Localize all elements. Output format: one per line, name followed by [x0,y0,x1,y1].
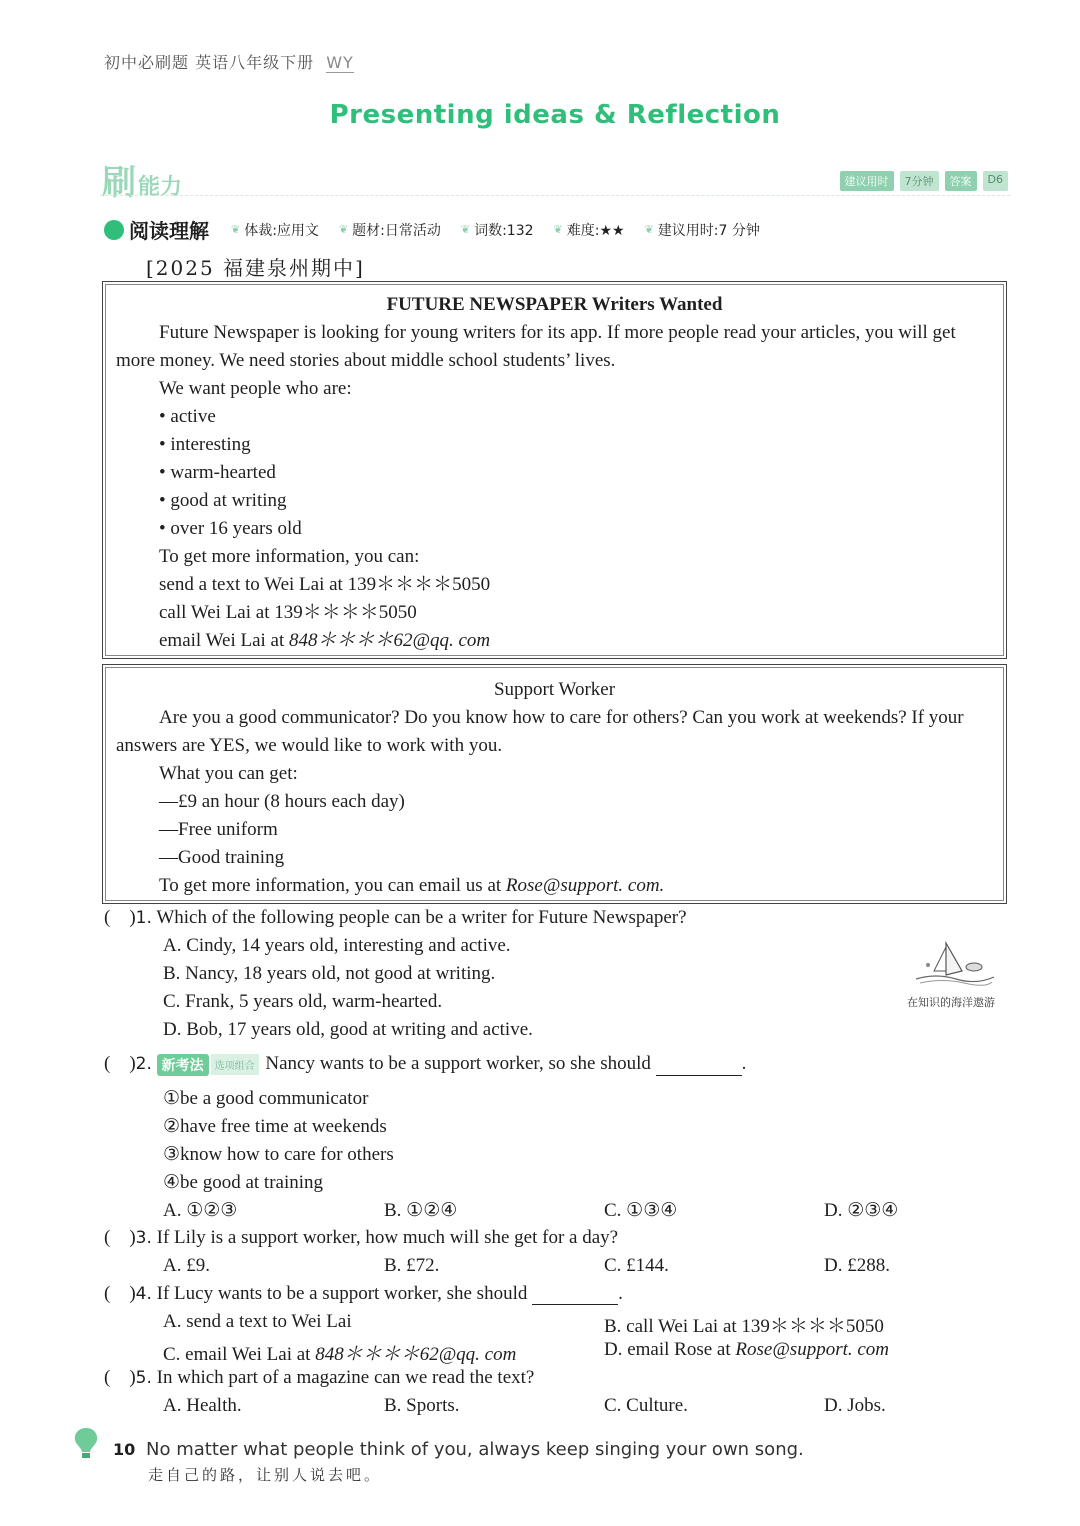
email-address: Rose@support. com. [505,875,665,896]
answer-paren[interactable]: ( ) [104,1227,136,1248]
question-4: ( )4. If Lucy wants to be a support worker, she should . [104,1283,623,1304]
meta-difficulty: ❦ 难度:★★ [553,222,625,239]
ad2-benefit-item: —Good training [159,847,285,868]
q4-option-c[interactable]: C. email Wei Lai at 848＊＊＊＊62@qq. com [163,1344,517,1365]
question-3 [104,1227,618,1249]
q4-option-b[interactable]: B. call Wei Lai at 139＊＊＊＊5050 [604,1316,884,1337]
source-label: [2025 福建泉州期中] [146,256,365,280]
answer-paren[interactable]: ( ) [104,1367,136,1388]
ad1-quality-item: • interesting [159,434,251,455]
ad1-quality-item: • over 16 years old [159,518,302,539]
ad2-benefit-item: —Free uniform [159,819,278,840]
question-text: If Lily is a support worker, how much will she get for a day? [156,1227,619,1248]
motto-chinese: 走自己的路，让别人说去吧。 [148,1466,383,1484]
question-number: 2. [135,1054,152,1074]
ocean-sticker [892,935,1010,1010]
question-number: 4. [135,1284,152,1304]
ad1-quality-item: • warm-hearted [159,462,276,483]
q1-option-a[interactable]: A. Cindy, 14 years old, interesting and active. [163,935,511,956]
ad2-info: To get more information, you can email us at Rose@support. com. [159,875,665,896]
question-text: In which part of a magazine can we read the text? [156,1367,535,1388]
q2-item-4: ④be good at training [163,1172,324,1193]
ad1-title: FUTURE NEWSPAPER Writers Wanted [386,294,723,315]
ad2-benefit-item: —£9 an hour (8 hours each day) [159,791,405,812]
ad1-quality-item: • good at writing [159,490,287,511]
new-exam-tag-sub: 选项组合 [211,1054,259,1075]
q5-option-d[interactable]: D. Jobs. [824,1395,886,1416]
answer-paren[interactable]: ( ) [104,1283,136,1304]
q5-option-c[interactable]: C. Culture. [604,1395,688,1416]
q1-option-b[interactable]: B. Nancy, 18 years old, not good at writing. [163,963,496,984]
motto-english: No matter what people think of you, always keep singing your own song. [146,1439,804,1460]
q3-option-d[interactable]: D. £288. [824,1255,890,1276]
leaf-icon: ❦ [231,223,241,236]
leaf-icon: ❦ [644,223,654,236]
q4-option-a[interactable]: A. send a text to Wei Lai [163,1311,352,1332]
q2-option-c[interactable]: C. ①③④ [604,1200,678,1221]
question-text: Which of the following people can be a writer for Future Newspaper? [156,907,687,928]
q5-option-a[interactable]: A. Health. [163,1395,242,1416]
q3-option-c[interactable]: C. £144. [604,1255,669,1276]
ad1-quality-item: • active [159,406,216,427]
q2-item-3: ③know how to care for others [163,1144,394,1165]
page-number: 10 [113,1440,136,1459]
leaf-icon: ❦ [553,223,563,236]
series-title: 初中必刷题 英语八年级下册 [104,53,315,72]
ad2-title: Support Worker [493,679,616,700]
ad1-want-label: We want people who are: [159,378,352,399]
newspaper-ad-box [102,281,1007,659]
q1-option-d[interactable]: D. Bob, 17 years old, good at writing and active. [163,1019,533,1040]
brush-ability-title [102,155,182,204]
header-divider [100,195,1010,196]
question-number: 3. [135,1228,152,1248]
ad1-contact-call: call Wei Lai at 139＊＊＊＊5050 [159,602,417,623]
q4-option-d[interactable]: D. email Rose at Rose@support. com [604,1339,890,1360]
email-address: Rose@support. com [735,1339,890,1360]
ad2-intro: Are you a good communicator? Do you know how to care for others? Can you work at weekends? If your answers are YES, we would like to work with you. [116,707,964,756]
sticker-caption: 在知识的海洋遨游 [907,996,995,1009]
question-text: If Lucy wants to be a support worker, she should [156,1283,528,1304]
answer-paren[interactable]: ( ) [104,907,136,928]
lightbulb-icon [72,1426,100,1465]
answer-paren[interactable]: ( ) [104,1053,136,1074]
reading-header [104,215,780,244]
meta-time: ❦ 建议用时:7 分钟 [644,222,760,239]
badge-answer: 答案 [945,171,977,191]
q3-option-b[interactable]: B. £72. [384,1255,440,1276]
support-worker-ad-box [102,664,1007,904]
answer-blank[interactable] [532,1284,618,1305]
box-inner-border [105,667,1004,901]
question-number: 5. [135,1368,152,1388]
leaf-icon: ❦ [460,223,471,236]
q3-option-a[interactable]: A. £9. [163,1255,210,1276]
meta-topic: ❦ 题材:日常活动 [338,222,441,239]
leaf-icon: ❦ [338,223,349,236]
book-series-header [104,50,354,73]
box-inner-border [105,284,1004,656]
q5-option-b[interactable]: B. Sports. [384,1395,460,1416]
email-address: 848＊＊＊＊62@qq. com [289,630,491,651]
sailboat-icon [906,935,996,987]
question-number: 1. [135,908,152,928]
ad1-contact-text: send a text to Wei Lai at 139＊＊＊＊5050 [159,574,491,595]
question-2: ( )2. 新考法 选项组合 Nancy wants to be a support worker, so she should . [104,1053,747,1074]
ad1-contact-email: email Wei Lai at 848＊＊＊＊62@qq. com [159,630,491,651]
time-badges [840,171,1008,191]
edition-label: WY [326,53,354,72]
brush-title-sub: 能力 [138,175,183,200]
brush-title-main: 刷 [102,163,136,203]
question-1 [104,907,687,929]
q2-item-2: ②have free time at weekends [163,1116,387,1137]
new-exam-tag: 新考法 [157,1054,209,1076]
q2-option-b[interactable]: B. ①②④ [384,1200,458,1221]
badge-suggested-time: 建议用时 [840,171,894,191]
ad2-get-label: What you can get: [159,763,298,784]
meta-genre: ❦ 体裁:应用文 [231,222,319,239]
section-title: Presenting ideas & Reflection [329,100,781,130]
q2-option-a[interactable]: A. ①②③ [163,1200,238,1221]
answer-blank[interactable] [656,1055,742,1076]
question-5 [104,1367,534,1389]
badge-minutes: 7分钟 [900,171,939,191]
q2-item-1: ①be a good communicator [163,1088,369,1109]
reading-title: 阅读理解 [129,219,209,243]
email-address: 848＊＊＊＊62@qq. com [315,1344,517,1365]
q1-option-c[interactable]: C. Frank, 5 years old, warm-hearted. [163,991,443,1012]
ad1-intro: Future Newspaper is looking for young writers for its app. If more people read your articles, you will get more money. We need stories about middle school students’ lives. [116,322,956,371]
bullet-dot-icon [104,220,124,240]
meta-word-count: ❦ 词数:132 [460,222,534,239]
ad1-info-label: To get more information, you can: [159,546,420,567]
question-text: Nancy wants to be a support worker, so she should [265,1053,651,1074]
badge-answer-page: D6 [983,171,1008,191]
q2-option-d[interactable]: D. ②③④ [824,1200,899,1221]
